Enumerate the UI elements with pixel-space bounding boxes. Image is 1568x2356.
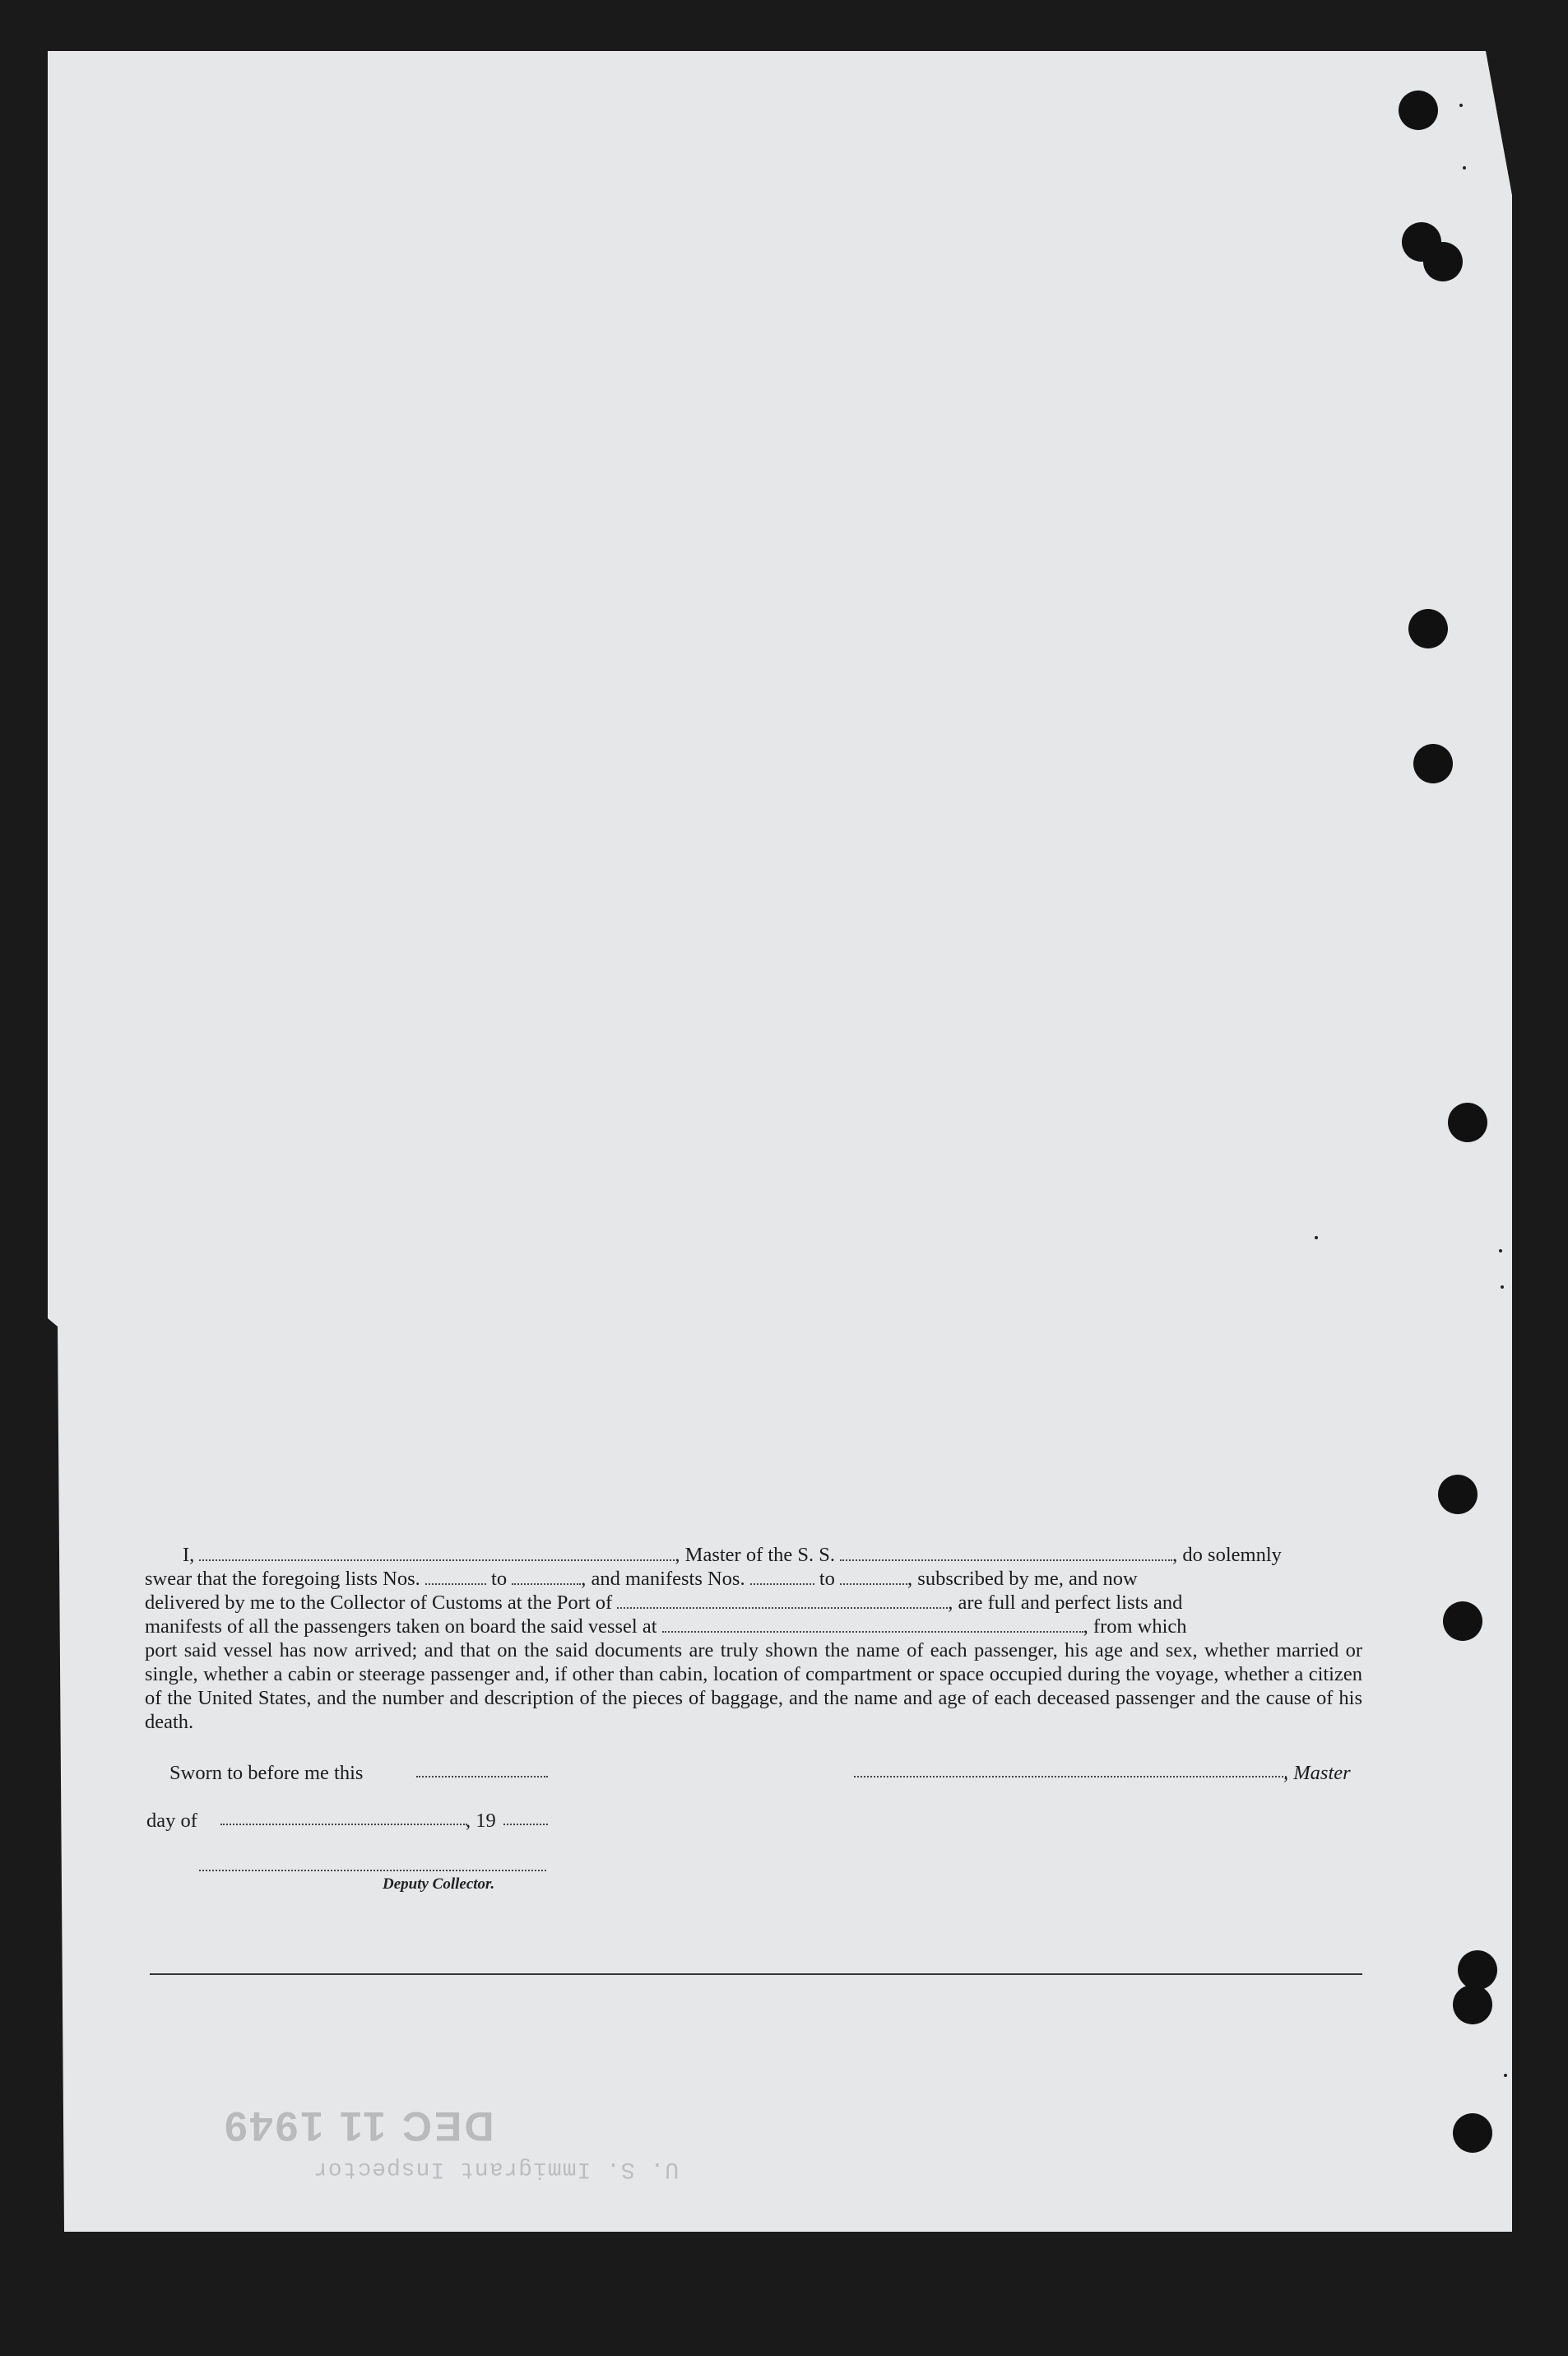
punch-hole	[1443, 1601, 1482, 1641]
oath-line-4	[145, 1615, 1362, 1638]
ink-speck	[1463, 166, 1466, 170]
punch-hole	[1413, 744, 1453, 783]
bottom-rule	[150, 1973, 1362, 1975]
ink-speck	[1504, 2074, 1507, 2077]
oath-to-2: to	[819, 1568, 835, 1590]
punch-hole	[1458, 1950, 1497, 1990]
oath-line-1	[145, 1543, 1362, 1567]
oath-subscribed: , subscribed by me, and now	[907, 1568, 1138, 1590]
day-of-label: day of	[146, 1810, 197, 1832]
oath-to-1: to	[491, 1568, 508, 1590]
sworn-label: Sworn to before me this	[169, 1762, 364, 1784]
oath-master-of-ss: , Master of the S. S.	[675, 1544, 836, 1566]
oath-from-which: , from which	[1083, 1615, 1187, 1638]
ink-speck	[1499, 1249, 1502, 1252]
punch-hole	[1453, 2113, 1492, 2153]
punch-hole	[1423, 242, 1463, 281]
oath-full-perfect: , are full and perfect lists and	[948, 1592, 1183, 1614]
ink-speck	[1501, 1285, 1504, 1289]
punch-hole	[1453, 1985, 1492, 2024]
year-blank	[503, 1824, 548, 1825]
month-blank	[220, 1824, 467, 1825]
sworn-day-blank	[416, 1776, 548, 1777]
oath-swear: swear that the foregoing lists Nos.	[145, 1568, 420, 1590]
oath-line-2	[145, 1567, 1362, 1591]
punch-hole	[1438, 1475, 1478, 1514]
ink-speck	[1315, 1236, 1318, 1239]
oath-delivered: delivered by me to the Collector of Customs at the Port of	[145, 1592, 613, 1614]
oath-manifests-all: manifests of all the passengers taken on board the said vessel at	[145, 1615, 657, 1638]
document-page	[48, 51, 1512, 2232]
oath-and-manifests: , and manifests Nos.	[581, 1568, 745, 1590]
punch-hole	[1448, 1103, 1487, 1142]
oath-line-3	[145, 1591, 1362, 1615]
deputy-signature-blank	[199, 1870, 546, 1871]
master-oath-paragraph	[145, 1543, 1362, 1734]
oath-solemnly: , do solemnly	[1172, 1544, 1282, 1566]
punch-hole	[1399, 91, 1438, 130]
date-stamp: DEC 11 1949	[222, 2103, 494, 2149]
ink-speck	[1459, 104, 1463, 107]
list-from-blank	[425, 1568, 486, 1585]
vessel-name-blank	[840, 1545, 1172, 1561]
manifest-to-blank	[840, 1568, 907, 1585]
master-signature-label: , Master	[1283, 1762, 1351, 1784]
port-blank	[617, 1592, 948, 1609]
year-prefix: , 19	[466, 1810, 496, 1832]
embark-port-blank	[662, 1616, 1083, 1633]
oath-rest: port said vessel has now arrived; and that on the said documents are truly shown the name of each passenger, his age and sex, whether married or single, whether a cabin or steerage passenger and, if other than cabin, location of compartment or space occupied during the voyage, whether a citizen of the United States, and the number and description of the pieces of baggage, and the name and age of each deceased passenger and the cause of his death.	[145, 1639, 1362, 1733]
master-signature-blank	[854, 1776, 1287, 1777]
oath-i: I,	[183, 1544, 195, 1566]
master-name-blank	[199, 1545, 675, 1561]
day-of-line	[146, 1810, 197, 1833]
list-to-blank	[512, 1568, 581, 1585]
sworn-line	[169, 1762, 363, 1785]
punch-hole	[1408, 609, 1448, 648]
manifest-from-blank	[750, 1568, 814, 1585]
deputy-collector-label: Deputy Collector.	[383, 1875, 495, 1893]
inspector-stamp: U. S. Immigrant Inspector	[313, 2156, 680, 2182]
